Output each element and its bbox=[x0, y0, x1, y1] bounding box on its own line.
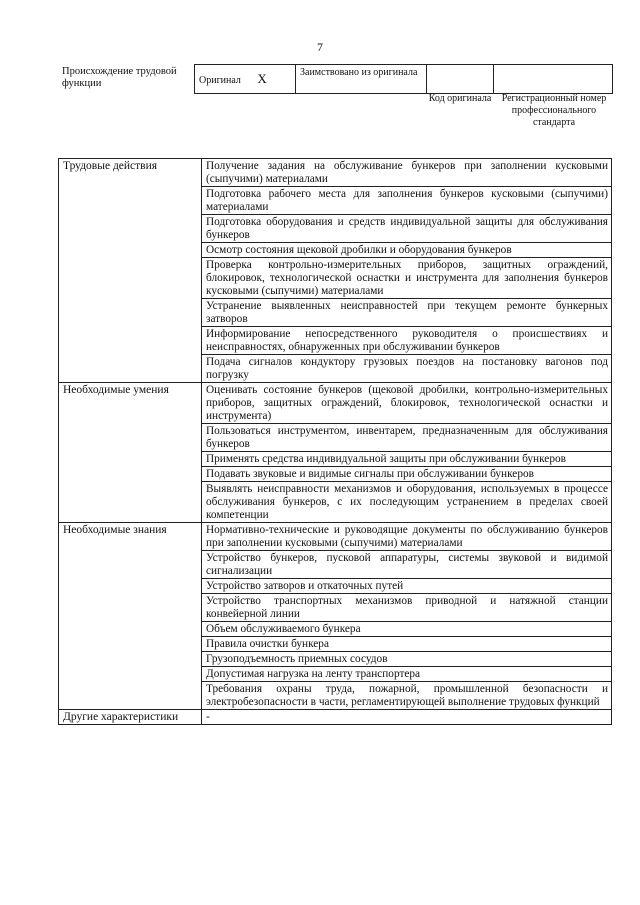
origin-label: Происхождение трудовой функции bbox=[62, 66, 177, 89]
original-cell bbox=[195, 65, 296, 94]
section-label: Другие характеристики bbox=[59, 710, 202, 725]
section-item: Подготовка рабочего места для заполнения бункеров кусковыми (сыпучими) материалами bbox=[202, 187, 612, 215]
section-item: Получение задания на обслуживание бункеров при заполнении кусковыми (сыпучими) материалами bbox=[202, 159, 612, 187]
section-item: Устранение выявленных неисправностей при текущем ремонте бункерных затворов bbox=[202, 299, 612, 327]
section-item: Информирование непосредственного руководителя о происшествиях и неисправностях, обнаруженных при обслуживании бункеров bbox=[202, 327, 612, 355]
section-item: - bbox=[202, 710, 612, 725]
page-number: 7 bbox=[317, 40, 323, 54]
table-row bbox=[59, 383, 612, 424]
section-item: Подготовка оборудования и средств индивидуальной защиты для обслуживания бункеров bbox=[202, 215, 612, 243]
section-item: Правила очистки бункера bbox=[202, 637, 612, 652]
section-item: Осмотр состояния щековой дробилки и оборудования бункеров bbox=[202, 243, 612, 258]
section-item: Устройство бункеров, пусковой аппаратуры, системы звуковой и видимой сигнализации bbox=[202, 551, 612, 579]
code-caption: Код оригинала bbox=[428, 93, 492, 104]
section-item: Грузоподъемность приемных сосудов bbox=[202, 652, 612, 667]
section-item: Требования охраны труда, пожарной, промышленной безопасности и электробезопасности в части, регламентирующей выполнение трудовых функций bbox=[202, 682, 612, 710]
original-label: Оригинал bbox=[199, 75, 241, 86]
section-item: Устройство транспортных механизмов приводной и натяжной станции конвейерной линии bbox=[202, 594, 612, 622]
section-item: Пользоваться инструментом, инвентарем, предназначенным для обслуживания бункеров bbox=[202, 424, 612, 452]
section-item: Подавать звуковые и видимые сигналы при обслуживании бункеров bbox=[202, 467, 612, 482]
section-label: Трудовые действия bbox=[59, 159, 202, 383]
code-cell bbox=[427, 65, 494, 94]
section-item: Применять средства индивидуальной защиты при обслуживании бункеров bbox=[202, 452, 612, 467]
reg-number-caption: Регистрационный номер профессионального стандарта bbox=[501, 93, 607, 128]
table-row bbox=[59, 523, 612, 551]
table-row bbox=[59, 159, 612, 187]
section-label: Необходимые умения bbox=[59, 383, 202, 523]
origin-table bbox=[194, 64, 613, 94]
borrowed-cell: Заимствовано из оригинала bbox=[296, 65, 427, 94]
section-label: Необходимые знания bbox=[59, 523, 202, 710]
table-row bbox=[59, 710, 612, 725]
section-item: Проверка контрольно-измерительных приборов, защитных ограждений, блокировок, технологической оснастки и инструмента для заполнения бункеров кусковыми (сыпучими) материалами bbox=[202, 258, 612, 299]
reg-number-cell bbox=[494, 65, 613, 94]
section-item: Нормативно-технические и руководящие документы по обслуживанию бункеров при заполнении кусковыми (сыпучими) материалами bbox=[202, 523, 612, 551]
original-mark: X bbox=[257, 71, 267, 86]
section-item: Допустимая нагрузка на ленту транспортера bbox=[202, 667, 612, 682]
section-item: Объем обслуживаемого бункера bbox=[202, 622, 612, 637]
section-item: Устройство затворов и откаточных путей bbox=[202, 579, 612, 594]
section-item: Оценивать состояние бункеров (щековой дробилки, контрольно-измерительных приборов, защитных ограждений, блокировок, технологической оснастки и инструмента) bbox=[202, 383, 612, 424]
section-item: Подача сигналов кондуктору грузовых поездов на постановку вагонов под погрузку bbox=[202, 355, 612, 383]
section-item: Выявлять неисправности механизмов и оборудования, используемых в процессе обслуживания бункеров, с их последующим устранением в пределах своей компетенции bbox=[202, 482, 612, 523]
function-table bbox=[58, 158, 612, 725]
